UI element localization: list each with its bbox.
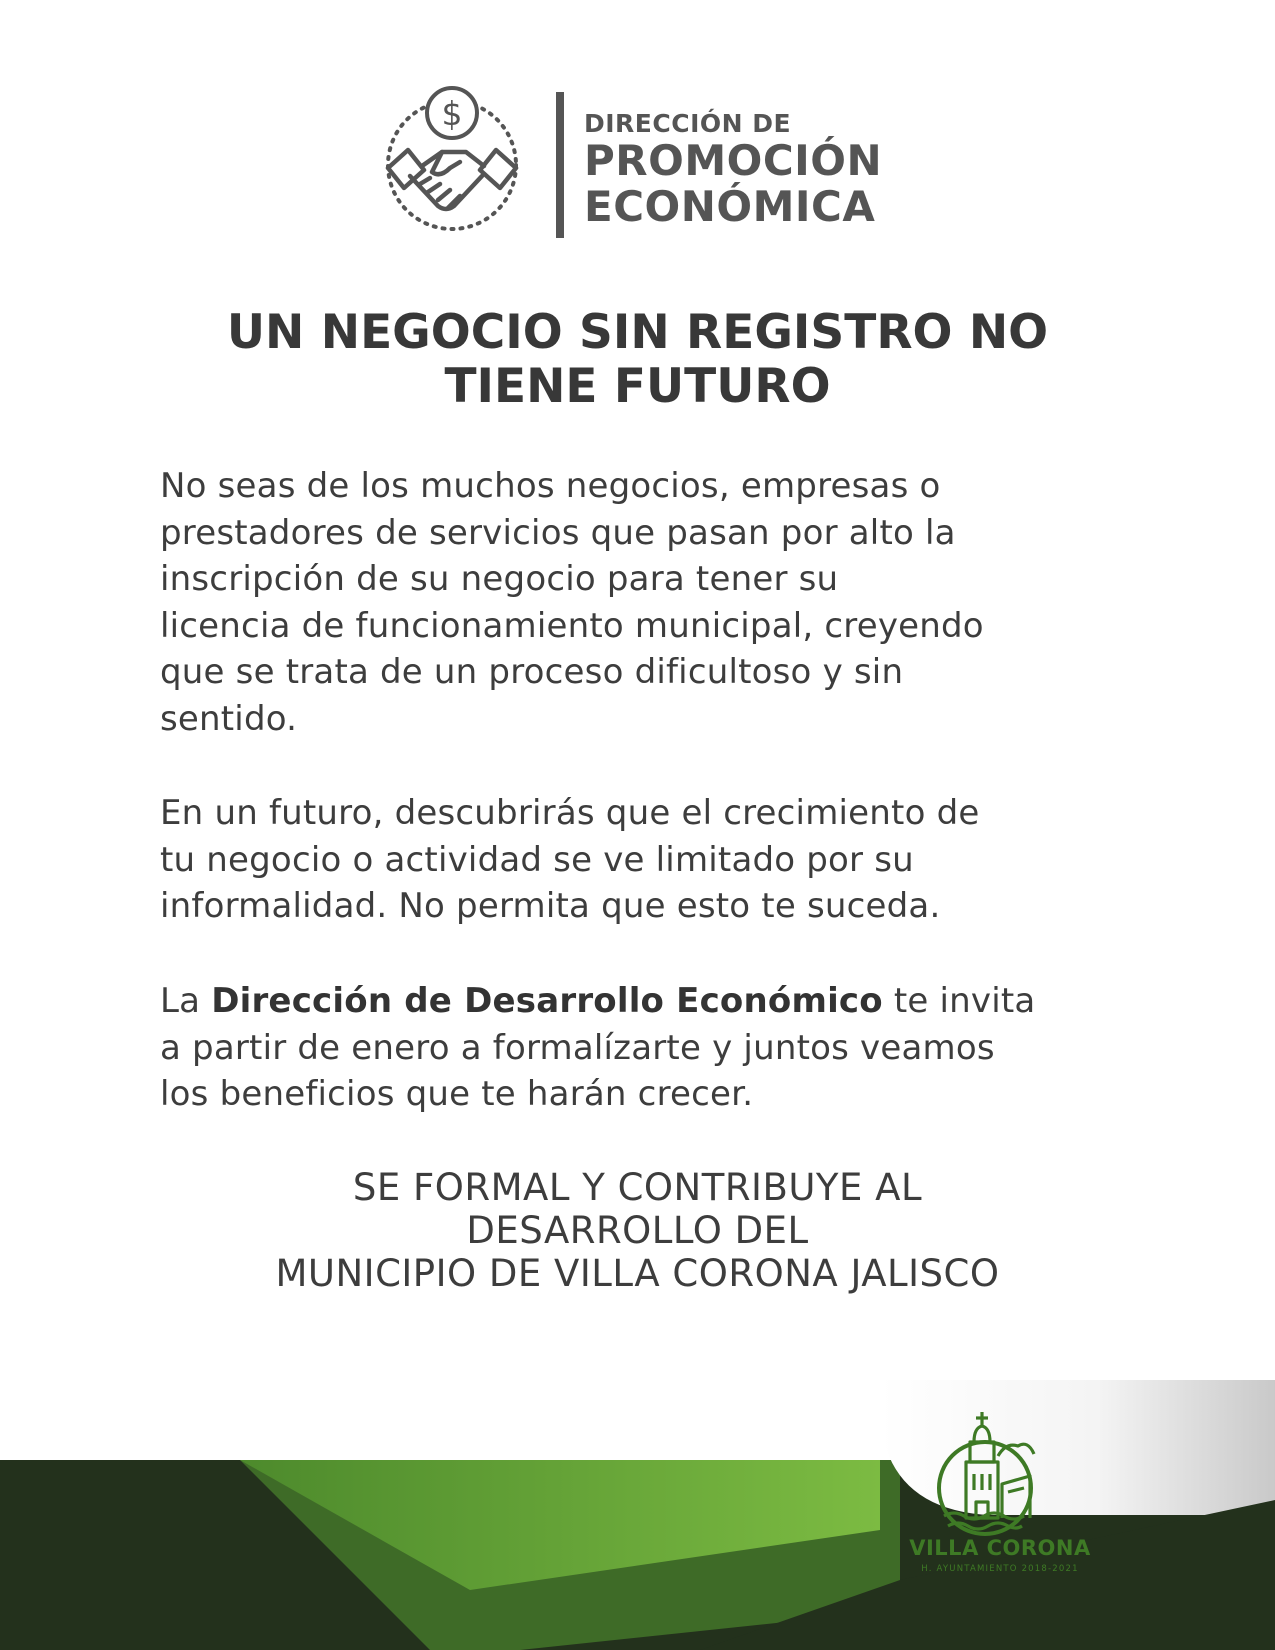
department-name-line1: DIRECCIÓN DE: [584, 109, 792, 138]
seal-name: VILLA CORONA: [909, 1536, 1091, 1560]
paragraph-3-intro: La: [160, 981, 212, 1021]
villa-corona-seal-icon: [910, 1398, 1090, 1633]
slogan-line2: DESARROLLO DEL: [466, 1209, 809, 1252]
paragraph-3-rest: te invita a partir de enero a formalízarte y juntos veamos los beneficios que te harán crecer.: [160, 981, 1036, 1114]
seal-subtitle: H. AYUNTAMIENTO 2018-2021: [921, 1564, 1079, 1574]
page-title: [100, 306, 1175, 414]
header-divider: [556, 92, 564, 238]
paragraph-1: No seas de los muchos negocios, empresas o prestadores de servicios que pasan por alto la inscripción de su negocio para tener su licencia de funcionamiento municipal, creyendo que se trata de un proceso dificultoso y sin sentido.: [160, 466, 984, 739]
paragraph-2: En un futuro, descubrirás que el crecimiento de tu negocio o actividad se ve limitado por su informalidad. No permita que esto te suceda.: [160, 793, 980, 926]
department-name: [584, 110, 882, 230]
handshake-dollar-icon: [380, 80, 530, 240]
paragraph-3: [160, 978, 1150, 1118]
page-title-line2: TIENE FUTURO: [444, 359, 831, 414]
page-title-line1: UN NEGOCIO SIN REGISTRO NO: [226, 305, 1049, 360]
closing-slogan: [100, 1166, 1175, 1295]
department-name-line3: ECONÓMICA: [584, 182, 876, 231]
svg-text:$: $: [441, 94, 463, 133]
slogan-line3: MUNICIPIO DE VILLA CORONA JALISCO: [275, 1252, 1000, 1295]
header-logo: [380, 80, 900, 250]
department-name-line2: PROMOCIÓN: [584, 136, 883, 185]
slogan-line1: SE FORMAL Y CONTRIBUYE AL: [352, 1166, 923, 1209]
paragraph-3-highlight: Dirección de Desarrollo Económico: [211, 981, 883, 1021]
